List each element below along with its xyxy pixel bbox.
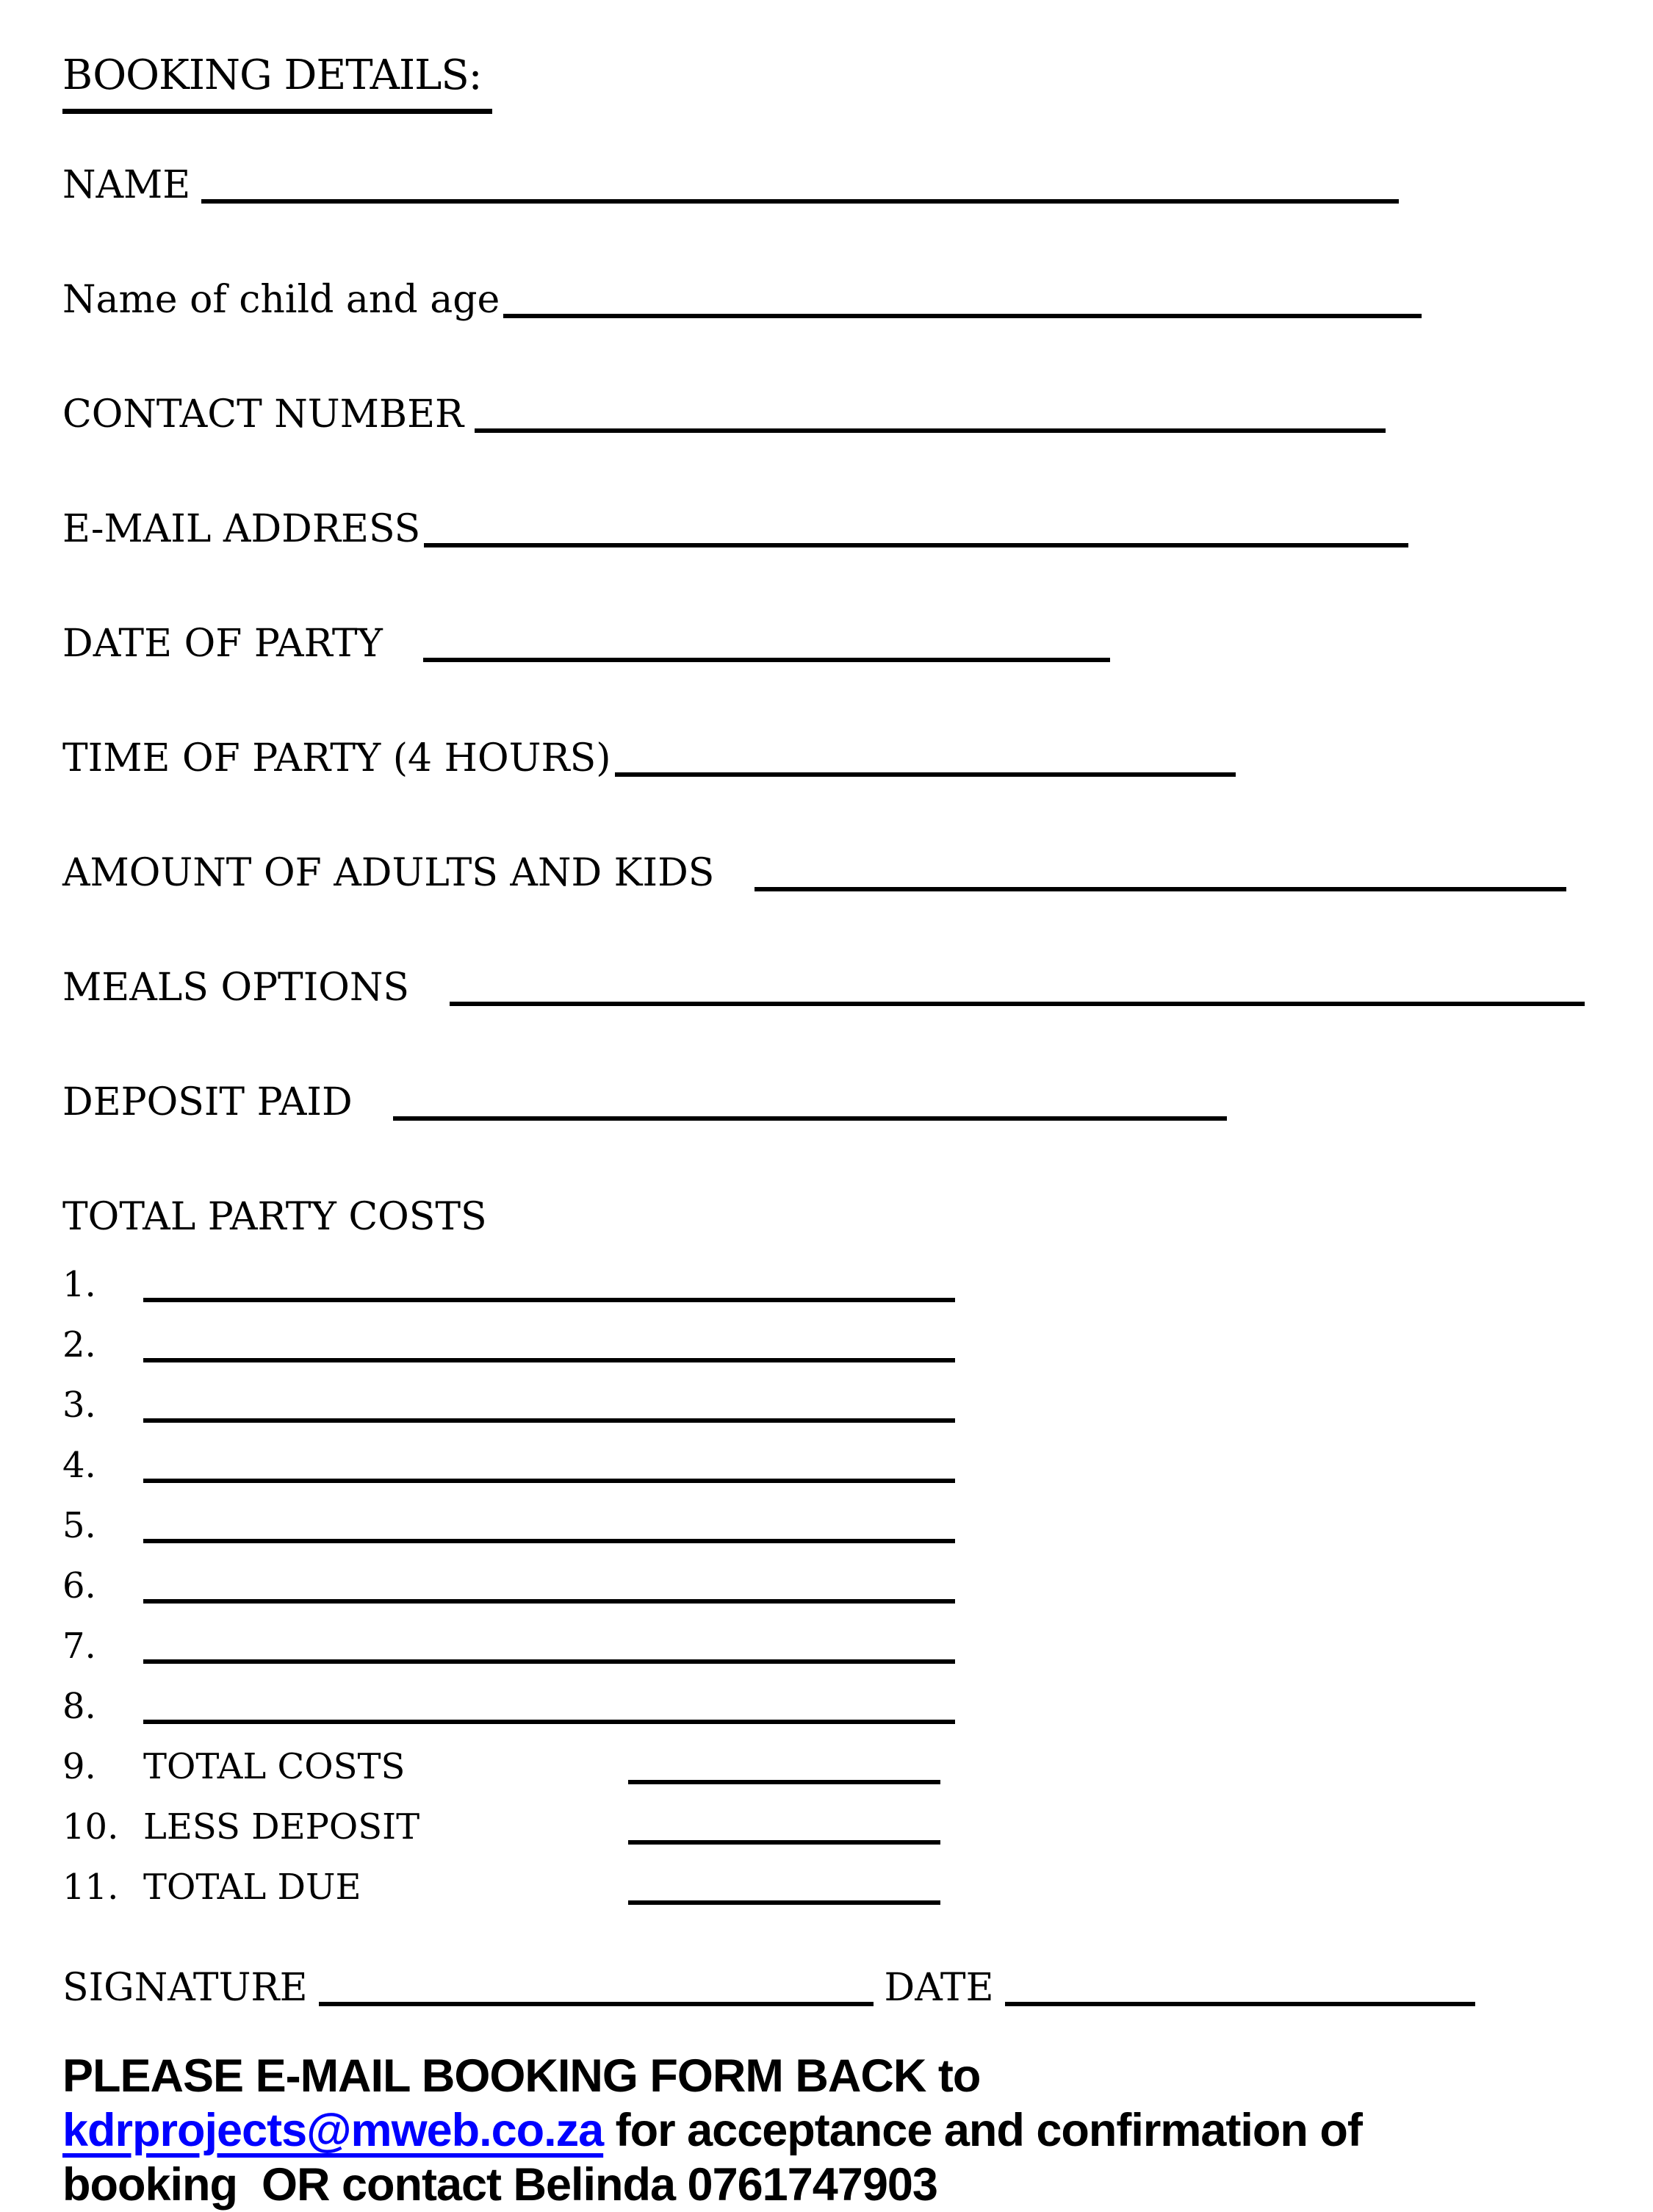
- cost-blank-line-2[interactable]: [143, 1358, 955, 1362]
- total-due-blank-line[interactable]: [628, 1900, 940, 1905]
- less-deposit-blank-line[interactable]: [628, 1840, 940, 1845]
- adults-kids-label: AMOUNT OF ADULTS AND KIDS: [62, 851, 715, 895]
- cost-number: 11.: [62, 1867, 119, 1908]
- total-costs-blank-line[interactable]: [628, 1780, 940, 1784]
- cost-blank-line-1[interactable]: [143, 1298, 955, 1302]
- child-age-label: Name of child and age: [62, 278, 500, 322]
- cost-number: 5.: [62, 1505, 96, 1546]
- date-of-party-blank-line[interactable]: [423, 658, 1110, 662]
- cost-blank-line-5[interactable]: [143, 1539, 955, 1543]
- cost-number: 9.: [62, 1746, 96, 1787]
- cost-blank-line-6[interactable]: [143, 1599, 955, 1604]
- cost-row-6: [62, 1565, 1591, 1615]
- cost-number: 1.: [62, 1264, 96, 1305]
- field-row-name: [62, 158, 1591, 221]
- cost-row-total-due: [62, 1866, 1591, 1917]
- field-row-deposit-paid: [62, 1075, 1591, 1138]
- field-row-contact-number: [62, 387, 1591, 450]
- heading-row: [62, 43, 1591, 114]
- contact-number-blank-line[interactable]: [475, 428, 1386, 433]
- cost-blank-line-4[interactable]: [143, 1479, 955, 1483]
- cost-row-4: [62, 1444, 1591, 1495]
- time-of-party-label: TIME OF PARTY (4 HOURS): [62, 736, 611, 780]
- email-link[interactable]: kdrprojects@mweb.co.za: [62, 2105, 604, 2156]
- adults-kids-blank-line[interactable]: [755, 887, 1566, 891]
- signature-blank-line[interactable]: [319, 2002, 874, 2006]
- cost-row-2: [62, 1324, 1591, 1374]
- footer-paragraph: [62, 2049, 1591, 2212]
- contact-number-label: CONTACT NUMBER: [62, 392, 464, 437]
- cost-blank-line-8[interactable]: [143, 1720, 955, 1724]
- footer-line-1: PLEASE E-MAIL BOOKING FORM BACK to: [62, 2050, 981, 2102]
- cost-number: 4.: [62, 1445, 96, 1486]
- total-party-costs-title-row: [62, 1190, 1591, 1253]
- less-deposit-label: LESS DEPOSIT: [143, 1806, 420, 1847]
- signature-row: [62, 1961, 1591, 2024]
- field-row-date-of-party: [62, 617, 1591, 680]
- cost-blank-line-3[interactable]: [143, 1418, 955, 1423]
- cost-row-8: [62, 1685, 1591, 1736]
- cost-number: 7.: [62, 1626, 96, 1667]
- field-row-adults-kids: [62, 846, 1591, 909]
- total-costs-label: TOTAL COSTS: [143, 1746, 406, 1787]
- field-row-time-of-party: [62, 731, 1591, 794]
- child-age-blank-line[interactable]: [503, 314, 1422, 318]
- meals-options-label: MEALS OPTIONS: [62, 966, 410, 1010]
- cost-number: 6.: [62, 1565, 96, 1606]
- meals-options-blank-line[interactable]: [450, 1002, 1585, 1006]
- cost-row-less-deposit: [62, 1806, 1591, 1856]
- footer-line-3: booking OR contact Belinda 0761747903: [62, 2159, 937, 2211]
- signature-label: SIGNATURE: [62, 1966, 308, 2010]
- cost-blank-line-7[interactable]: [143, 1659, 955, 1664]
- name-blank-line[interactable]: [201, 199, 1399, 204]
- email-address-blank-line[interactable]: [424, 543, 1408, 547]
- footer-line-2-rest: for acceptance and confirmation of: [603, 2105, 1362, 2156]
- cost-number: 2.: [62, 1324, 96, 1365]
- total-party-costs-title: TOTAL PARTY COSTS: [62, 1195, 487, 1239]
- time-of-party-blank-line[interactable]: [615, 772, 1236, 777]
- cost-number: 10.: [62, 1806, 119, 1847]
- date-label: DATE: [884, 1966, 994, 2010]
- cost-row-7: [62, 1625, 1591, 1676]
- cost-number: 8.: [62, 1686, 96, 1727]
- cost-row-5: [62, 1504, 1591, 1555]
- field-row-email-address: [62, 502, 1591, 565]
- field-row-meals-options: [62, 960, 1591, 1024]
- cost-number: 3.: [62, 1385, 96, 1426]
- name-label: NAME: [62, 163, 191, 207]
- cost-row-total-costs: [62, 1745, 1591, 1796]
- field-row-child-age: [62, 273, 1591, 336]
- date-blank-line[interactable]: [1005, 2002, 1475, 2006]
- deposit-paid-label: DEPOSIT PAID: [62, 1080, 353, 1124]
- cost-row-3: [62, 1384, 1591, 1434]
- booking-details-heading: BOOKING DETAILS:: [62, 43, 492, 114]
- deposit-paid-blank-line[interactable]: [393, 1116, 1227, 1121]
- email-address-label: E-MAIL ADDRESS: [62, 507, 421, 551]
- total-due-label: TOTAL DUE: [143, 1867, 361, 1908]
- date-of-party-label: DATE OF PARTY: [62, 622, 383, 666]
- cost-row-1: [62, 1263, 1591, 1314]
